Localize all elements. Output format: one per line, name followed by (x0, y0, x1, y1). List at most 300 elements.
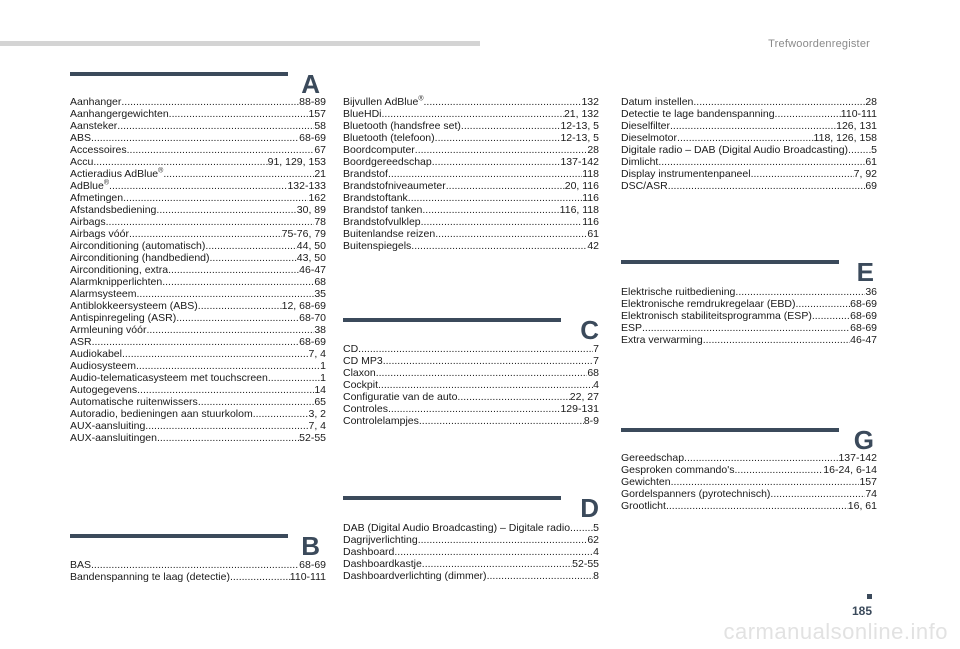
index-pages: 8-9 (583, 415, 599, 427)
leader-dots (109, 180, 287, 192)
page-number: 185 (851, 604, 872, 618)
leader-dots (127, 144, 315, 156)
index-pages: 116 (582, 192, 599, 204)
index-term: Brandstofniveaumeter (343, 180, 446, 192)
index-pages: 68-70 (299, 312, 326, 324)
section-b-list-continued (343, 96, 599, 252)
leader-dots (378, 379, 593, 391)
index-term: Dieselfilter (621, 120, 671, 132)
index-pages: 4 (593, 546, 599, 558)
index-pages: 157 (308, 108, 326, 120)
index-entry (621, 96, 877, 108)
leader-dots (210, 252, 297, 264)
index-entry (70, 559, 326, 571)
index-pages: 1 (320, 360, 326, 372)
index-entry (621, 144, 877, 156)
section-rule (343, 496, 561, 500)
index-pages: 132 (581, 96, 599, 108)
index-pages: 116, 118 (559, 204, 599, 216)
index-term: BAS (70, 559, 92, 571)
registered-mark: ® (418, 95, 424, 103)
index-pages: 78 (314, 216, 326, 228)
index-term: Dieselmotor (621, 132, 678, 144)
leader-dots (435, 132, 561, 144)
section-letter: G (853, 425, 874, 455)
page-header-title: Trefwoordenregister (768, 38, 870, 50)
index-pages: 68-69 (850, 298, 877, 310)
leader-dots (666, 500, 848, 512)
watermark: carmanualsonline.info (723, 619, 948, 644)
index-term: Elektrische ruitbediening (621, 286, 736, 298)
section-b-list (70, 559, 326, 583)
index-entry (621, 286, 877, 298)
index-entry (621, 156, 877, 168)
index-entry (70, 264, 326, 276)
index-entry (343, 168, 599, 180)
index-pages: 38 (314, 324, 326, 336)
index-term: Brandstof tanken (343, 204, 423, 216)
index-pages: 118, 126, 158 (813, 132, 877, 144)
index-term: Buitenlandse reizen (343, 228, 436, 240)
index-pages: 28 (865, 96, 877, 108)
index-pages: 68 (314, 276, 326, 288)
index-entry (70, 324, 326, 336)
index-pages: 5 (871, 144, 877, 156)
index-term: Armleuning vóór (70, 324, 147, 336)
index-pages: 116 (582, 216, 599, 228)
index-term: Autogegevens (70, 384, 138, 396)
index-entry (70, 96, 326, 108)
index-pages: 12, 68-69 (281, 300, 326, 312)
index-term: Boordcomputer (343, 144, 415, 156)
section-letter: B (301, 531, 320, 561)
index-term: Gereedschap (621, 452, 685, 464)
index-entry (343, 546, 599, 558)
index-term: BlueHDi (343, 108, 382, 120)
index-term: Alarmsysteem (70, 288, 137, 300)
index-pages: 110-111 (840, 108, 877, 120)
leader-dots (91, 559, 299, 571)
leader-dots (408, 192, 582, 204)
index-entry (70, 168, 326, 180)
index-pages: 52-55 (572, 558, 599, 570)
index-entry (70, 408, 326, 420)
index-pages: 68-69 (299, 132, 326, 144)
section-d-list-continued (621, 96, 877, 192)
leader-dots (388, 168, 582, 180)
leader-dots (487, 570, 594, 582)
index-entry (621, 180, 877, 192)
index-term: Controles (343, 403, 388, 415)
index-entry (343, 570, 599, 582)
leader-dots (422, 558, 572, 570)
index-entry (70, 348, 326, 360)
section-rule (621, 428, 839, 432)
leader-dots (423, 96, 581, 108)
index-term: Bluetooth (handsfree set) (343, 120, 461, 132)
header-rule (0, 41, 480, 46)
index-term: Aanhangergewichten (70, 108, 169, 120)
leader-dots (198, 300, 282, 312)
index-entry (70, 228, 326, 240)
index-term: Airconditioning, extra (70, 264, 169, 276)
index-entry (70, 336, 326, 348)
index-term: Configuratie van de auto (343, 391, 458, 403)
index-term: Audiokabel (70, 348, 122, 360)
index-entry (343, 391, 599, 403)
leader-dots (658, 156, 865, 168)
section-letter: C (580, 315, 599, 345)
index-term: Automatische ruitenwissers (70, 396, 198, 408)
leader-dots (383, 355, 593, 367)
leader-dots (162, 276, 314, 288)
section-e-list (621, 286, 877, 346)
index-entry (70, 372, 326, 384)
leader-dots (253, 408, 309, 420)
index-term: CD MP3 (343, 355, 383, 367)
leader-dots (137, 384, 314, 396)
index-pages: 75-76, 79 (281, 228, 326, 240)
leader-dots (677, 132, 814, 144)
index-pages: 8 (593, 570, 599, 582)
index-entry (70, 132, 326, 144)
section-g-list (621, 452, 877, 512)
leader-dots (418, 534, 588, 546)
index-pages: 69 (865, 180, 877, 192)
index-entry (70, 192, 326, 204)
index-pages: 44, 50 (296, 240, 326, 252)
index-entry (343, 415, 599, 427)
index-entry (343, 120, 599, 132)
index-pages: 7, 4 (308, 348, 326, 360)
leader-dots (176, 312, 299, 324)
leader-dots (137, 288, 315, 300)
index-entry (621, 464, 877, 476)
index-entry (343, 355, 599, 367)
leader-dots (446, 180, 565, 192)
index-term: Airconditioning (automatisch) (70, 240, 206, 252)
index-pages: 132-133 (287, 180, 326, 192)
index-term: Boordgereedschap (343, 156, 432, 168)
leader-dots (422, 204, 559, 216)
index-term: Antispinregeling (ASR) (70, 312, 177, 324)
index-pages: 118 (582, 168, 599, 180)
section-rule (70, 534, 288, 538)
index-term: Actieradius AdBlue® (70, 167, 164, 180)
index-entry (343, 379, 599, 391)
leader-dots (93, 156, 267, 168)
leader-dots (91, 132, 299, 144)
index-pages: 12-13, 5 (560, 120, 599, 132)
index-entry (621, 334, 877, 346)
section-d-heading (343, 493, 599, 524)
index-entry (621, 322, 877, 334)
leader-dots (129, 228, 282, 240)
index-entry (70, 108, 326, 120)
index-pages: 14 (314, 384, 326, 396)
leader-dots (735, 286, 865, 298)
index-term: Gordelspanners (pyrotechnisch) (621, 488, 771, 500)
index-entry (343, 180, 599, 192)
index-term: Elektronisch stabiliteitsprogramma (ESP) (621, 310, 812, 322)
index-pages: 42 (587, 240, 599, 252)
index-entry (70, 571, 326, 583)
leader-dots (419, 415, 584, 427)
page-marker-dot (867, 594, 872, 599)
index-entry (70, 420, 326, 432)
index-term: Buitenspiegels (343, 240, 412, 252)
index-term: DAB (Digital Audio Broadcasting) – Digitale radio (343, 522, 571, 534)
leader-dots (106, 216, 315, 228)
index-term: ASR (70, 336, 92, 348)
registered-mark: ® (158, 167, 164, 175)
leader-dots (117, 120, 314, 132)
leader-dots (770, 488, 865, 500)
index-term: Bijvullen AdBlue® (343, 95, 424, 108)
index-term: AdBlue® (70, 179, 110, 192)
index-entry (621, 132, 877, 144)
leader-dots (775, 108, 841, 120)
index-entry (343, 108, 599, 120)
index-entry (343, 343, 599, 355)
index-pages: 137-142 (560, 156, 599, 168)
leader-dots (421, 216, 583, 228)
index-entry (343, 204, 599, 216)
index-entry (70, 252, 326, 264)
index-entry (343, 534, 599, 546)
index-pages: 110-111 (289, 571, 326, 583)
index-pages: 61 (865, 156, 877, 168)
leader-dots (136, 360, 320, 372)
index-entry (621, 476, 877, 488)
index-term: Aansteker (70, 120, 118, 132)
index-entry (343, 216, 599, 228)
index-pages: 7 (593, 343, 599, 355)
leader-dots (812, 310, 850, 322)
section-rule (70, 72, 288, 76)
index-term: Aanhanger (70, 96, 122, 108)
index-pages: 62 (587, 534, 599, 546)
index-pages: 46-47 (299, 264, 326, 276)
index-term: Bandenspanning te laag (detectie) (70, 571, 230, 583)
registered-mark: ® (103, 179, 110, 187)
index-entry (343, 96, 599, 108)
index-entry (70, 144, 326, 156)
index-term: Dagrijverlichting (343, 534, 418, 546)
index-term: AUX-aansluitingen (70, 432, 157, 444)
leader-dots (570, 522, 593, 534)
index-entry (70, 180, 326, 192)
leader-dots (157, 432, 299, 444)
index-pages: 16, 61 (847, 500, 877, 512)
leader-dots (394, 546, 593, 558)
index-term: Elektronische remdrukregelaar (EBD) (621, 298, 796, 310)
leader-dots (169, 108, 309, 120)
index-entry (70, 276, 326, 288)
index-entry (621, 500, 877, 512)
index-term: Display instrumentenpaneel (621, 168, 751, 180)
index-pages: 74 (865, 488, 877, 500)
index-term: Grootlicht (621, 500, 666, 512)
index-entry (343, 192, 599, 204)
index-entry (70, 120, 326, 132)
index-entry (70, 240, 326, 252)
index-entry (343, 558, 599, 570)
index-term: Audio-telematicasysteem met touchscreen (70, 372, 268, 384)
index-term: Digitale radio – DAB (Digital Audio Broadcasting) (621, 144, 849, 156)
index-pages: 58 (314, 120, 326, 132)
section-c-list (343, 343, 599, 427)
index-entry (70, 288, 326, 300)
index-entry (343, 522, 599, 534)
leader-dots (684, 452, 838, 464)
leader-dots (461, 120, 561, 132)
section-a-list (70, 96, 326, 444)
leader-dots (411, 240, 587, 252)
index-pages: 21 (314, 168, 326, 180)
index-term: Extra verwarming (621, 334, 703, 346)
index-pages: 91, 129, 153 (267, 156, 326, 168)
index-entry (343, 240, 599, 252)
index-term: Brandstof (343, 168, 388, 180)
index-pages: 68 (587, 367, 599, 379)
index-term: Dimlicht (621, 156, 659, 168)
index-pages: 28 (587, 144, 599, 156)
leader-dots (734, 464, 823, 476)
section-letter: A (301, 69, 320, 99)
index-entry (70, 300, 326, 312)
leader-dots (382, 108, 564, 120)
leader-dots (92, 336, 300, 348)
index-pages: 4 (593, 379, 599, 391)
leader-dots (163, 168, 314, 180)
index-pages: 7 (593, 355, 599, 367)
index-term: Datum instellen (621, 96, 694, 108)
index-entry (343, 403, 599, 415)
index-entry (70, 216, 326, 228)
leader-dots (457, 391, 569, 403)
index-term: Dashboardkastje (343, 558, 422, 570)
index-term: Audiosysteem (70, 360, 136, 372)
index-entry (70, 360, 326, 372)
section-letter: D (580, 493, 599, 523)
index-pages: 68-69 (299, 336, 326, 348)
index-term: Brandstofvulklep (343, 216, 421, 228)
leader-dots (146, 324, 314, 336)
index-term: Claxon (343, 367, 376, 379)
index-entry (343, 144, 599, 156)
section-rule (343, 318, 561, 322)
index-entry (70, 396, 326, 408)
index-term: CD (343, 343, 359, 355)
index-pages: 68-69 (299, 559, 326, 571)
section-c-heading (343, 315, 599, 346)
leader-dots (145, 420, 308, 432)
index-term: Accessoires (70, 144, 127, 156)
leader-dots (376, 367, 588, 379)
index-term: Airbags (70, 216, 106, 228)
index-term: Cockpit (343, 379, 379, 391)
index-term: Airbags vóór (70, 228, 129, 240)
index-entry (621, 120, 877, 132)
index-pages: 22, 27 (569, 391, 599, 403)
leader-dots (156, 204, 296, 216)
index-pages: 157 (859, 476, 877, 488)
leader-dots (668, 180, 866, 192)
leader-dots (670, 120, 836, 132)
leader-dots (671, 476, 860, 488)
leader-dots (121, 96, 299, 108)
index-term: Antiblokkeersysteem (ABS) (70, 300, 198, 312)
index-pages: 3, 2 (308, 408, 326, 420)
section-b-heading (70, 531, 320, 562)
section-rule (621, 260, 839, 264)
index-pages: 46-47 (850, 334, 877, 346)
index-term: Gesproken commando's (621, 464, 735, 476)
index-pages: 12-13, 5 (560, 132, 599, 144)
index-entry (343, 367, 599, 379)
index-entry (621, 310, 877, 322)
index-pages: 65 (314, 396, 326, 408)
index-pages: 16-24, 6-14 (823, 464, 877, 476)
index-pages: 126, 131 (836, 120, 877, 132)
leader-dots (168, 264, 299, 276)
leader-dots (693, 96, 865, 108)
index-pages: 68-69 (850, 322, 877, 334)
index-term: ESP (621, 322, 643, 334)
index-term: Dashboard (343, 546, 395, 558)
index-term: AUX-aansluiting (70, 420, 146, 432)
index-entry (70, 432, 326, 444)
index-pages: 67 (314, 144, 326, 156)
index-term: Controlelampjes (343, 415, 419, 427)
leader-dots (795, 298, 850, 310)
leader-dots (123, 192, 308, 204)
index-pages: 5 (593, 522, 599, 534)
index-entry (70, 156, 326, 168)
index-term: Accu (70, 156, 94, 168)
leader-dots (122, 348, 309, 360)
index-pages: 137-142 (838, 452, 877, 464)
index-pages: 43, 50 (296, 252, 326, 264)
index-pages: 88-89 (299, 96, 326, 108)
index-entry (621, 108, 877, 120)
leader-dots (205, 240, 296, 252)
index-entry (343, 228, 599, 240)
leader-dots (415, 144, 588, 156)
index-pages: 35 (314, 288, 326, 300)
index-pages: 21, 132 (563, 108, 599, 120)
index-entry (621, 488, 877, 500)
leader-dots (435, 228, 587, 240)
index-entry (70, 384, 326, 396)
index-entry (621, 168, 877, 180)
index-term: DSC/ASR (621, 180, 668, 192)
leader-dots (268, 372, 320, 384)
section-d-list (343, 522, 599, 582)
index-pages: 61 (587, 228, 599, 240)
leader-dots (358, 343, 593, 355)
index-term: Afstandsbediening (70, 204, 157, 216)
index-pages: 7, 92 (853, 168, 877, 180)
leader-dots (848, 144, 871, 156)
index-entry (70, 312, 326, 324)
index-term: Dashboardverlichting (dimmer) (343, 570, 487, 582)
leader-dots (198, 396, 315, 408)
index-entry (343, 132, 599, 144)
index-term: ABS (70, 132, 92, 144)
index-term: Brandstoftank (343, 192, 408, 204)
